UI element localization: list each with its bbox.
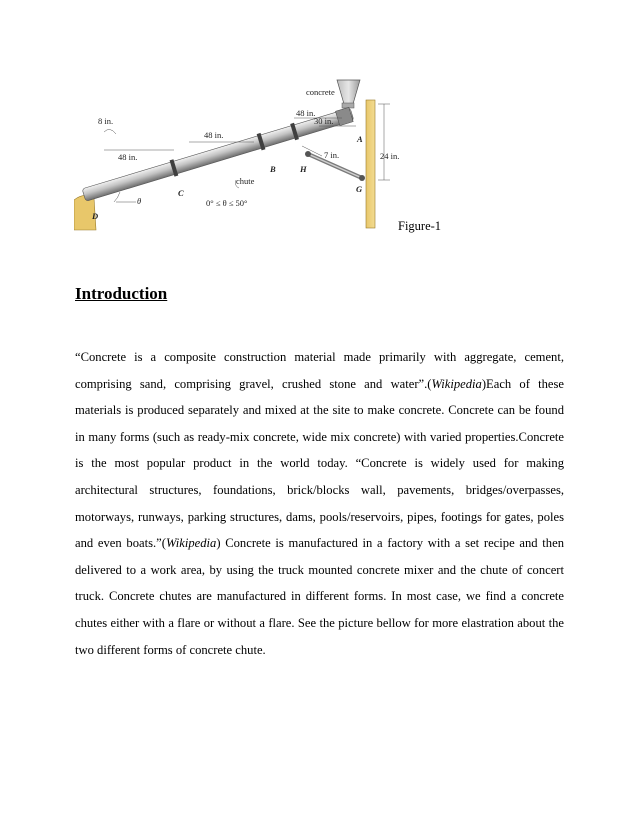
label-concrete: concrete bbox=[306, 87, 335, 97]
label-48in-top: 48 in. bbox=[296, 108, 316, 118]
chute-figure bbox=[74, 74, 404, 236]
figure-caption: Figure-1 bbox=[398, 219, 442, 233]
label-48in-mid: 48 in. bbox=[204, 130, 224, 140]
label-24in: 24 in. bbox=[380, 151, 400, 161]
paragraph-run: “Concrete is a composite construction material made primarily with aggregate, cement, comprising sand, comprising gravel, crushed stone and water”.( bbox=[75, 350, 564, 391]
citation-wikipedia: Wikipedia bbox=[165, 536, 217, 551]
label-angle-range: 0° ≤ θ ≤ 50° bbox=[206, 198, 248, 208]
label-8in: 8 in. bbox=[98, 116, 114, 126]
point-g: G bbox=[356, 184, 363, 194]
label-30in: 30 in. bbox=[314, 116, 334, 126]
chute-diagram bbox=[74, 74, 404, 236]
paragraph-run: ) Concrete is manufactured in a factory with a set recipe and then delivered to a work area, by using the truck mounted concrete mixer and the chute of concert truck. Concrete chutes are manufactured in different forms. In most case, we find a concrete chutes either with a flare or without a flare. See the picture bellow for more elastration about the two different forms of concrete chute. bbox=[75, 536, 564, 657]
label-48in-left: 48 in. bbox=[118, 152, 138, 162]
label-7in: 7 in. bbox=[324, 150, 340, 160]
section-heading: Introduction bbox=[75, 284, 168, 303]
point-d: D bbox=[92, 211, 99, 221]
wall bbox=[366, 100, 375, 228]
intro-paragraph bbox=[75, 344, 564, 663]
label-chute: chute bbox=[236, 176, 255, 186]
label-theta: θ bbox=[137, 196, 142, 206]
point-h: H bbox=[300, 164, 307, 174]
hopper bbox=[337, 80, 360, 104]
point-a: A bbox=[357, 134, 363, 144]
point-b: B bbox=[270, 164, 276, 174]
paragraph-run: )Each of these materials is produced separately and mixed at the site to make concrete. Concrete can be found in many forms (such as ready-mix concrete, wide mix concrete) with varied properties.Concrete is the most popular product in the world today. “Concrete is widely used for making architectural structures, foundations, brick/blocks wall, pavements, bridges/overpasses, motorways, runways, parking structures, dams, pools/reservoirs, pipes, footings for gates, poles and even boats.”( bbox=[75, 376, 564, 551]
point-c: C bbox=[178, 188, 184, 198]
citation-wikipedia: Wikipedia bbox=[431, 376, 482, 391]
